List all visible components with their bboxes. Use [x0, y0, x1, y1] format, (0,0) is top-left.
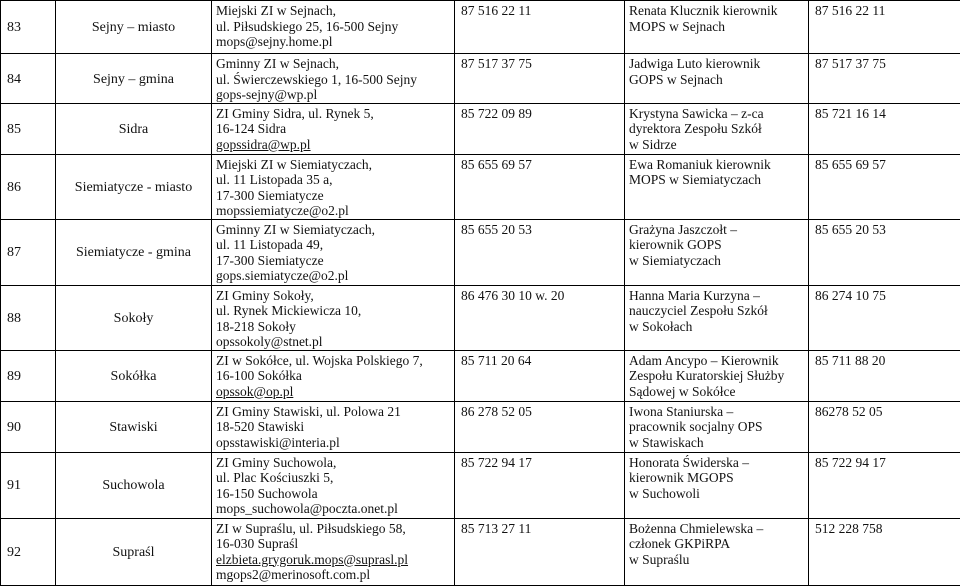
contact-person-cell — [625, 103, 809, 154]
contact-line: kierownik MGOPS — [629, 470, 734, 485]
row-number: 84 — [1, 54, 56, 104]
contact-line: Zespołu Kuratorskiej Służby — [629, 368, 785, 383]
table-row — [1, 154, 960, 219]
contact-person-cell — [625, 285, 809, 350]
email-address: mgops2@merinosoft.com.pl — [216, 567, 371, 582]
phone-cell: 87 517 37 75 — [455, 54, 625, 104]
address-cell — [212, 154, 455, 219]
contact-phone-cell: 85 655 20 53 — [809, 219, 960, 285]
address-cell — [212, 219, 455, 285]
address-line: ul. Świerczewskiego 1, 16-500 Sejny — [216, 71, 417, 87]
municipality-name: Sejny – gmina — [56, 54, 212, 104]
address-line: ZI Gminy Sokoły, — [216, 287, 314, 303]
contact-line: w Suchowoli — [629, 485, 700, 501]
contact-table-body — [1, 1, 960, 586]
address-cell — [212, 285, 455, 350]
row-number: 85 — [1, 103, 56, 154]
contact-phone-cell: 512 228 758 — [809, 518, 960, 585]
contact-phone-cell: 86 274 10 75 — [809, 285, 960, 350]
address-line: 17-300 Siemiatycze — [216, 252, 324, 268]
address-line: Gminny ZI w Siemiatyczach, — [216, 221, 375, 237]
address-cell — [212, 401, 455, 452]
contact-line: członek GKPiRPA — [629, 536, 731, 551]
contact-phone-cell: 85 721 16 14 — [809, 103, 960, 154]
contact-line: kierownik GOPS — [629, 237, 722, 252]
address-line: ZI Gminy Suchowola, — [216, 454, 337, 470]
phone-cell: 85 722 09 89 — [455, 103, 625, 154]
contact-person-cell — [625, 1, 809, 54]
phone-cell: 85 711 20 64 — [455, 350, 625, 401]
email-address: gops-sejny@wp.pl — [216, 87, 318, 102]
phone-cell: 86 476 30 10 w. 20 — [455, 285, 625, 350]
address-line: ZI w Supraślu, ul. Piłsudskiego 58, — [216, 520, 406, 536]
address-line: 16-150 Suchowola — [216, 485, 318, 501]
contact-line: w Siemiatyczach — [629, 252, 721, 268]
contact-line: w Sidrze — [629, 136, 677, 152]
contact-line: Ewa Romaniuk kierownik — [629, 156, 771, 172]
row-number: 89 — [1, 350, 56, 401]
contact-person-cell — [625, 350, 809, 401]
contact-line: Krystyna Sawicka – z-ca — [629, 105, 764, 121]
address-line: 18-520 Stawiski — [216, 419, 305, 434]
email-address: opssok@op.pl — [216, 383, 294, 399]
contact-line: Hanna Maria Kurzyna – — [629, 287, 760, 303]
contact-phone-cell: 87 516 22 11 — [809, 1, 960, 54]
table-row — [1, 219, 960, 285]
phone-cell: 85 722 94 17 — [455, 452, 625, 518]
address-line: ZI w Sokółce, ul. Wojska Polskiego 7, — [216, 352, 423, 368]
address-line: 16-030 Supraśl — [216, 536, 299, 551]
contact-line: MOPS w Siemiatyczach — [629, 172, 761, 187]
email-address: mops_suchowola@poczta.onet.pl — [216, 501, 398, 516]
contact-line: nauczyciel Zespołu Szkół — [629, 303, 768, 318]
table-row — [1, 350, 960, 401]
row-number: 87 — [1, 219, 56, 285]
municipality-name: Siemiatycze - gmina — [56, 219, 212, 285]
municipality-name: Suchowola — [56, 452, 212, 518]
contact-line: w Sokołach — [629, 318, 693, 334]
row-number: 90 — [1, 401, 56, 452]
email-address: opssokoly@stnet.pl — [216, 334, 323, 349]
contact-phone-cell: 85 655 69 57 — [809, 154, 960, 219]
contact-line: Sądowej w Sokółce — [629, 383, 736, 399]
phone-cell: 87 516 22 11 — [455, 1, 625, 54]
contact-person-cell — [625, 452, 809, 518]
municipality-name: Supraśl — [56, 518, 212, 585]
address-line: 16-124 Sidra — [216, 121, 287, 136]
address-cell — [212, 452, 455, 518]
municipality-name: Sejny – miasto — [56, 1, 212, 54]
contact-line: Honorata Świderska – — [629, 454, 749, 470]
contact-person-cell — [625, 54, 809, 104]
contact-phone-cell: 85 722 94 17 — [809, 452, 960, 518]
address-line: Gminny ZI w Sejnach, — [216, 56, 339, 71]
address-cell — [212, 103, 455, 154]
table-row — [1, 452, 960, 518]
contact-line: pracownik socjalny OPS — [629, 419, 763, 434]
address-cell — [212, 350, 455, 401]
phone-cell: 85 655 69 57 — [455, 154, 625, 219]
address-line: ZI Gminy Sidra, ul. Rynek 5, — [216, 105, 374, 121]
municipality-name: Stawiski — [56, 401, 212, 452]
contact-line: Jadwiga Luto kierownik — [629, 56, 761, 71]
email-address: opsstawiski@interia.pl — [216, 434, 340, 450]
contact-line: MOPS w Sejnach — [629, 18, 726, 34]
email-address: gopssidra@wp.pl — [216, 136, 311, 152]
contact-line: Iwona Staniurska – — [629, 403, 734, 419]
row-number: 91 — [1, 452, 56, 518]
phone-cell: 86 278 52 05 — [455, 401, 625, 452]
contact-person-cell — [625, 219, 809, 285]
table-row — [1, 103, 960, 154]
contact-line: Bożenna Chmielewska – — [629, 520, 764, 536]
address-line: 16-100 Sokółka — [216, 368, 302, 383]
contact-phone-cell: 87 517 37 75 — [809, 54, 960, 104]
address-line: ul. 11 Listopada 35 a, — [216, 172, 333, 187]
address-line: ul. Piłsudskiego 25, 16-500 Sejny — [216, 18, 399, 34]
table-row — [1, 401, 960, 452]
address-line: ul. 11 Listopada 49, — [216, 237, 324, 252]
email-address: elzbieta.grygoruk.mops@suprasl.pl — [216, 551, 409, 567]
contact-person-cell — [625, 401, 809, 452]
row-number: 86 — [1, 154, 56, 219]
municipality-name: Sokoły — [56, 285, 212, 350]
address-cell — [212, 54, 455, 104]
contact-line: dyrektora Zespołu Szkół — [629, 121, 762, 136]
table-row — [1, 518, 960, 585]
email-address: gops.siemiatycze@o2.pl — [216, 268, 349, 283]
table-row — [1, 1, 960, 54]
table-row — [1, 285, 960, 350]
phone-cell: 85 655 20 53 — [455, 219, 625, 285]
municipality-name: Sokółka — [56, 350, 212, 401]
row-number: 88 — [1, 285, 56, 350]
address-line: ZI Gminy Stawiski, ul. Polowa 21 — [216, 403, 401, 419]
address-line: Miejski ZI w Sejnach, — [216, 3, 336, 18]
contact-line: Grażyna Jaszczołt – — [629, 221, 737, 237]
contact-phone-cell: 86278 52 05 — [809, 401, 960, 452]
email-address: mopssiemiatycze@o2.pl — [216, 203, 349, 218]
address-line: Miejski ZI w Siemiatyczach, — [216, 156, 372, 172]
contact-line: w Supraślu — [629, 551, 690, 567]
contact-person-cell — [625, 154, 809, 219]
row-number: 83 — [1, 1, 56, 54]
contact-line: Adam Ancypo – Kierownik — [629, 352, 779, 368]
table-row — [1, 54, 960, 104]
contact-line: Renata Klucznik kierownik — [629, 3, 778, 18]
contact-person-cell — [625, 518, 809, 585]
address-cell — [212, 1, 455, 54]
address-line: ul. Rynek Mickiewicza 10, — [216, 303, 362, 318]
address-cell — [212, 518, 455, 585]
contact-line: w Stawiskach — [629, 434, 704, 450]
address-line: ul. Plac Kościuszki 5, — [216, 470, 334, 485]
address-line: 17-300 Siemiatycze — [216, 187, 324, 203]
address-line: 18-218 Sokoły — [216, 318, 296, 334]
contact-phone-cell: 85 711 88 20 — [809, 350, 960, 401]
phone-cell: 85 713 27 11 — [455, 518, 625, 585]
municipality-name: Siemiatycze - miasto — [56, 154, 212, 219]
municipality-name: Sidra — [56, 103, 212, 154]
row-number: 92 — [1, 518, 56, 585]
contact-line: GOPS w Sejnach — [629, 71, 723, 87]
email-address: mops@sejny.home.pl — [216, 34, 333, 49]
